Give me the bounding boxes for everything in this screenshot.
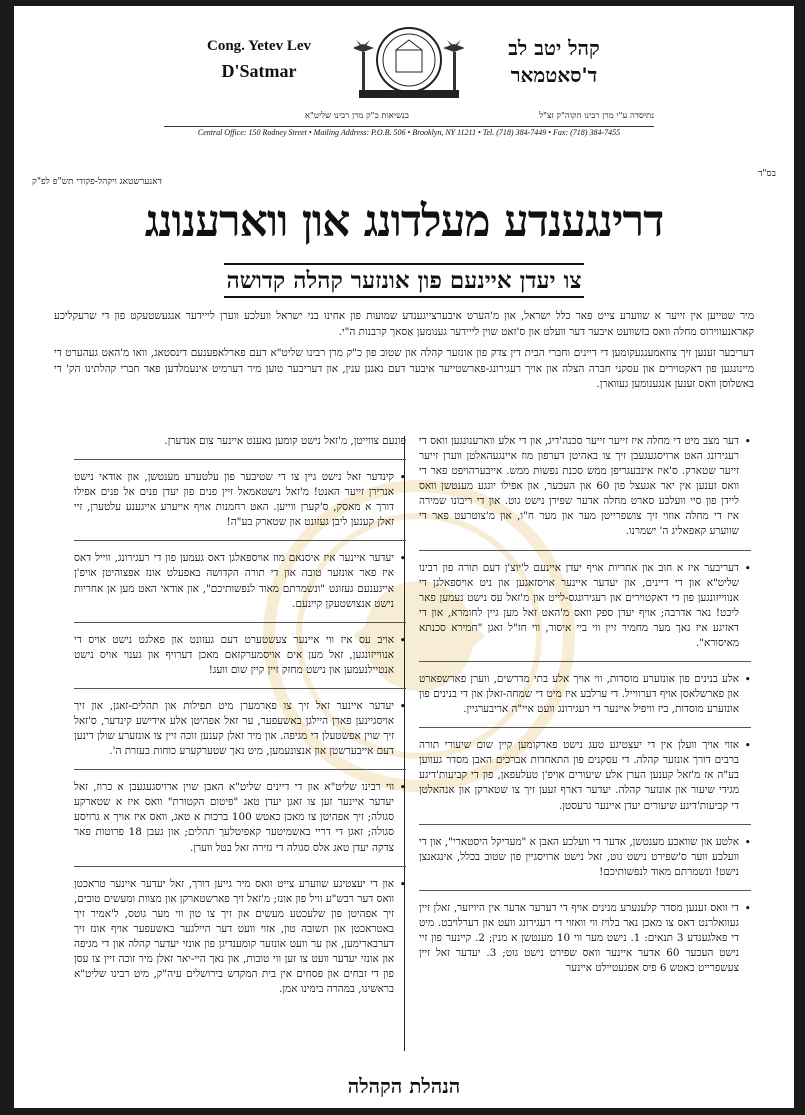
intro-paragraph: מיר שטייען אין זייער א שווערע צייט פאר כלל ישראל, און מ'הערט איבערצייגענדע שמועות פון אחינו בני ישראל וועלכע ווערן לייידער אנגעשטעקט פון די שרעקליכע קאראנעווירוס מחלה וואס בזשוועט איבער דער וועלט און ס'זאט שוין לייידער גענומען אַסאך קרבנות ה"י. (54, 310, 754, 338)
list-item (74, 551, 406, 611)
left-column (74, 434, 406, 1007)
list-item (419, 434, 751, 540)
list-item (419, 561, 751, 651)
bullet-icon: • (399, 781, 406, 795)
separator (419, 890, 751, 891)
intro-section (54, 309, 754, 399)
separator (74, 769, 406, 770)
separator (74, 622, 406, 623)
list-item (74, 699, 406, 759)
item-text: ווי רבינו שליט"א און די דיינים שליט"א האבן שוין ארויסגעגעבן א כרוז, זאל יעדער איינער זען צו זאגן יעדן טאג "פיטום הקטורת" וואס איז א שטארקע סגולה; זיך אפהיטן צו מאכן כאטש 100 ברכות א טאג, וואס איז אויך א גרויסע סגולה; זאגן די דריי באשמיטער קאפיטלעך תהלים; און געבן 18 פרוטות פאר צדקה יעדן טאג אלס סגולה די גזירה זאל בטל ווערן. (74, 781, 395, 854)
bullet-icon: • (744, 673, 751, 687)
separator (74, 688, 406, 689)
hebrew-name-line1: קהל יטב לב (508, 36, 600, 60)
item-text: דעריבער איז א חוב און אחריות אויף יעדן איינעם ל'יוצ'ן דעם תורה פון רבינו שליט"א און די דיינים, און יעדער איינער אויסזאגען און ניט אויספאלגן די אנווייזונגען פון די דאקטוירים און רעגירונגס-לייט און מ'זאל עס נישט נעמען פאר ליכט! נאר אדרבה; אויף יעדן ספק וואס מ'האט זאל מען גיין לחומרא, און די דאזיגע איז נאך מער מחמיר זיין ווי ביי איסור, ווי חז"ל זאגן "חמירא סכנתא מאיסורא". (419, 561, 739, 649)
separator (419, 727, 751, 728)
item-text: אלע בנינים פון אונזערע מוסדות, ווי אויך אלע בתי מדרשים, ווערן פארשפארט און פארשלאסן אויף דערווייל. די ערלבע איז מיט די שמחה-זאלן און די בנינים פון אונזערע מוסדות, ביז וויפיל איינער די רעגירונג וועט איי"ה אריבערגיין. (419, 673, 739, 716)
bullet-icon: • (744, 739, 751, 753)
list-item (74, 877, 406, 998)
list-item (74, 633, 406, 678)
item-text: די וואס זענען מסדר קלענערע מנינים אויף די דערער אדער אין היויזער, זאלן זיין געוואלרנט דאס צו מאכן נאר בלויז ווי וואזוי די רעגירונג וועט און דערלויבט. מיט די פאלגענדע 3 תנאים: 1. נישט מער ווי 10 מענטשן א מנין; 2. קיינער פון זיי נישט העכער 60 אדער איינער וואס שפירט נישט גוט; 3. יעדער זאל זיין צעשפרייט כאטש 6 פיס אפגעטיילט איינער (419, 901, 740, 975)
bullet-icon: • (399, 633, 406, 647)
separator (419, 661, 751, 662)
item-text: אלטע און שוואכע מענטשן, אדער די וועלכע האבן א "מעדיקל היסטארי", און די וועלכע ווער ס'שפירט נישט גוט, זאל נישט ארויסגיין פון שטוב בכלל, אינגאנצן נישט! ונשמרתם מאוד לנפשותיכם! (419, 835, 739, 878)
item-text: קינדער זאל נישט גיין צו די שטיבער פון עלטערע מענטשן, און אודאי נישט אנרירן זייער האנט! מ'זאל נישטאמאל זיין פנים פון יעדן פנים אל פנים אפילו דורך א מאסק, ס'קערן ווייען. האט רחמנות אויף אייערע אייגענע עלטערן, זיי זאלן קענען ליבן געזונט און שטארק בע"ה! (74, 471, 394, 529)
list-item (74, 780, 406, 855)
item-text: פונעם צווייטן, מ'זאל נישט קומען נאענט איינער צום אנדערן. (164, 435, 406, 447)
hebrew-name-line2: ד'סאטמאר (510, 63, 598, 87)
letterhead-hebrew (484, 36, 624, 88)
letterhead-address: Central Office: 150 Rodney Street • Mailing Address: P.O.B. 506 • Brooklyn, NY 11211 • Tel. (718) 384-7449 • Fax: (718) 384-7455 (197, 128, 621, 137)
signature: הנהלת הקהלה (347, 1074, 461, 1098)
item-text: און די יעצטיגע שווערע צייט וואס מיר גייען דורך, זאל יעדער איינער טראכטן וואס דער רבש"ע וויל פון אונז; מ'זאל זיך פארשטארקן און מצוות ומעשים טובים, זיך אפהיטן פון שלעכטע מעשים און זיך צו טון ווי מער גוטס, ל'אמיר זיך באטראכטן און תשובה טון, אזוי וועט דער היילגער באשעפער אויף אונז זיך דערבארימען, און ער וועט אונזער קומענדיגן פון אונזי יעדער קהלה און די מגיפה און אונזי יעדער וועט צו זען ווי טובות, און נאך היי-יאר זאלן מיר זוכה זיין צו עסן פון די זבחים און פסחים אין בית המקדש בירושלים עיה"ק, מיט רבינו שליט"א בראשינו, במהרה בימינו אמן. (74, 877, 394, 996)
right-column (419, 434, 751, 986)
main-title: דרינגענדע מעלדונג און ווארענונג (144, 196, 664, 247)
bullet-icon: • (399, 877, 406, 891)
item-text: דער מצב מיט די מחלה איז זייער זייער סכנה'דיג, און די אלע ווארענונגען וואס די רעגירונג האט ארויסגעגעבן זיך צו באהיטן דערפון מוז איינגעהאלטן ווערן זייער זייער שטארק. ס'איז אינבעגריפן ממש סכנת נפשות ממש. אייבערהויפט פאר די וואס זענען אין יאר אגעצל פון 60 און העכער, און אפילו יונגע מענטשן וואס ליידן פון סיי וועלכע סארט מחלה אדער שפירן נישט גוט. און די ריבונו שמירה איז די מחלה אוזוי זיך צושפרייטן מער און מער ח"ו, און מ'צוטרעט פאר די שווערע קאפאליג ה' ישמרנו. (419, 435, 739, 538)
list-item (74, 434, 406, 449)
intro-paragraph: דעריבער זענען זיך צוזאמענגעקומען די דיינים וחברי הבית דין צדק פון אונזער קהלה און שטוב פון כ"ק מרן רבינו שליט"א דעם פארלאפענעם דינסטאג, וואו מ'האט געהערט די מיינונגען פון דאקטוירים און עסקני חברה הצלה און אויך רעגירונג-פארשטייער איבער דעם נאגנן ענין, און דעריבער טוען מיר דערמיט אינעמלדען פאר חברי קהלתינו הק' די באשלוסן וואס זענען אנגענומען געווארן. (54, 347, 754, 391)
list-item (419, 901, 751, 976)
item-text: אויב עס איז ווי איינער צעשטערט דעם געזונט און פאלגט נישט אויס די אנווייזונגען, זאל מען אים אויסמערקזאם מאכן דערויף און גענוי אויס נישט אנטיילנעמען און נישט מחזק זיין קיין שום וועג! (74, 633, 394, 676)
date-line: דאנערשטאג ויקהל-פקודי תש"פ לפ"ק (32, 177, 162, 187)
letterhead (164, 18, 654, 127)
bullet-icon: • (744, 435, 751, 448)
bullet-icon: • (744, 901, 751, 915)
item-text: אזוי אויך וועלן אין די יעצטיגע טעג נישט פארקומען קיין שום שיעורי תורה ברבים דורך אונזער קהלה. די עסקנים פון התאחדות אברכים האבן מסדר געווען בע"ה אז מ'זאל קענען הערן אלע שיעורים אויפ'ן טעלעפאן, פון די קביעות'דיגע מגידי שיעור און אונזער קהלה. יעדער דארף זעען זיך צו שטארקן און אנהאלטן די קביעות'דיגע שיעורים יעדן איינער גרעסטן. (419, 739, 739, 812)
bsd-mark: בס"ד (758, 169, 776, 179)
bullet-icon: • (744, 561, 751, 575)
separator (74, 866, 406, 867)
item-text: יעדער איינער איז איסנאם מוז אויספאלגן דאס געמען פון די רעגירונג, ווייל דאס איז פאר אונזער טובה און די תורה הקדושה באפעלט אונז אפצוהיטן אויפ'ן אייגענעם געזונט "ונשמרתם מאוד לנפשותיכם", און אודאי האט מען אן אחריות נישט אנצושטעקן קיינעם. (74, 552, 394, 610)
letterhead-sub-left: בנשיאות כ"ק מרן רבינו שליט"א (304, 111, 409, 121)
document-page (14, 6, 794, 1108)
item-text: יעדער איינער זאל זיך צו פארמערן מיט תפילות און תהלים-זאגן, און זיך אויסגיינען פארן היילגן באשעפער, ער זאל אפהיטן אלע אידישע קינדער, ס'זאל זיך שוין אפשטעלן די מגיפה. און מיר זאלן קענען זוכה זיין צו אונזערע שולן דינען דעם אייבערשטן און אנצונעמען, מיט נאך שטערקערע כוחות בעזרת ה'. (74, 699, 394, 758)
letterhead-english (194, 38, 324, 82)
congregation-seal-logo (354, 22, 464, 102)
letterhead-sub-right: נתיסדה ע"י מרן רבינו הקוה"ק זצ"ל (539, 111, 654, 121)
english-name-line2: D'Satmar (221, 61, 297, 81)
bullet-icon: • (399, 552, 406, 566)
list-item (419, 835, 751, 880)
bullet-icon: • (744, 835, 751, 849)
separator (74, 540, 406, 541)
separator (419, 550, 751, 551)
list-item (74, 470, 406, 530)
bullet-icon: • (399, 471, 406, 485)
subtitle: צו יעדן איינעם פון אונזער קהלה קדושה (224, 263, 584, 298)
separator (74, 459, 406, 460)
english-name-line1: Cong. Yetev Lev (206, 38, 311, 54)
list-item (419, 672, 751, 717)
list-item (419, 738, 751, 813)
bullet-icon: • (399, 699, 406, 713)
separator (419, 824, 751, 825)
